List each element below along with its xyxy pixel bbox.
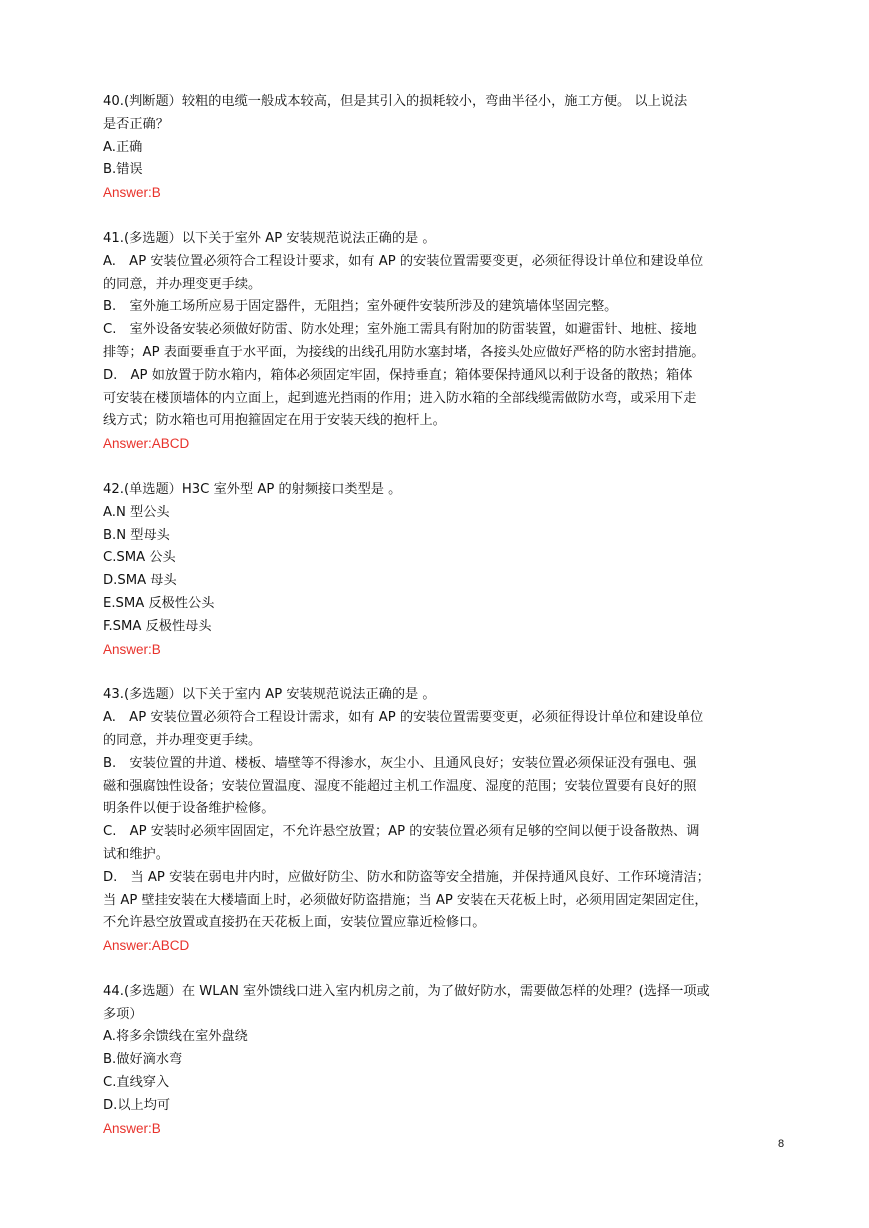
- question-stem-line: 44.(多选题）在 WLAN 室外馈线口进入室内机房之前，为了做好防水，需要做怎样的处理？(选择一项或: [103, 983, 710, 999]
- answer-text: Answer:ABCD: [103, 436, 190, 452]
- option-b-line: B. 安装位置的井道、楼板、墙壁等不得渗水，灰尘小、且通风良好；安装位置必须保证没有强电、强: [103, 755, 697, 771]
- option-a-line: A. AP 安装位置必须符合工程设计需求，如有 AP 的安装位置需要变更，必须征得设计单位和建设单位: [103, 710, 704, 726]
- question-43: [103, 684, 786, 958]
- option-f: F.SMA 反极性母头: [103, 618, 212, 634]
- answer-text: Answer:ABCD: [103, 938, 190, 954]
- question-stem-line: 43.(多选题）以下关于室内 AP 安装规范说法正确的是 。: [103, 687, 436, 703]
- option-a-line: 的同意，并办理变更手续。: [103, 276, 262, 292]
- option-c-line: 试和维护。: [103, 846, 169, 862]
- option-b-line: B. 室外施工场所应易于固定器件，无阻挡；室外硬件安装所涉及的建筑墙体坚固完整。: [103, 299, 618, 315]
- option-d-line: 当 AP 壁挂安装在大楼墙面上时，必须做好防盗措施；当 AP 安装在天花板上时，必须用固定架固定住，: [103, 892, 708, 908]
- option-b-line: 明条件以便于设备维护检修。: [103, 801, 275, 817]
- question-stem-line: 40.(判断题）较粗的电缆一般成本较高，但是其引入的损耗较小，弯曲半径小，施工方便。 以上说法: [103, 94, 688, 109]
- option-e: E.SMA 反极性公头: [103, 595, 215, 611]
- option-b-line: 磁和强腐蚀性设备；安装位置温度、湿度不能超过主机工作温度、湿度的范围；安装位置要有良好的照: [103, 778, 697, 794]
- question-stem-line: 是否正确？: [103, 116, 169, 132]
- option-a: A.将多余馈线在室外盘绕: [103, 1029, 248, 1045]
- question-41: [103, 228, 786, 456]
- option-b: B.错误: [103, 162, 143, 178]
- option-d-line: D. AP 如放置于防水箱内，箱体必须固定牢固，保持垂直；箱体要保持通风以利于设备的散热；箱体: [103, 367, 693, 383]
- option-a-line: 的同意，并办理变更手续。: [103, 732, 262, 748]
- question-stem-line: 42.(单选题）H3C 室外型 AP 的射频接口类型是 。: [103, 481, 402, 497]
- option-c-line: C. 室外设备安装必须做好防雷、防水处理；室外施工需具有附加的防雷装置，如避雷针、地桩、接地: [103, 322, 697, 338]
- option-d-line: 可安装在楼顶墙体的内立面上，起到遮光挡雨的作用；进入防水箱的全部线缆需做防水弯，或采用下走: [103, 390, 697, 406]
- option-d: D.SMA 母头: [103, 573, 177, 589]
- answer-text: Answer:B: [103, 641, 161, 657]
- option-d: D.以上均可: [103, 1097, 171, 1113]
- question-40: [103, 91, 786, 205]
- option-d-line: 不允许悬空放置或直接扔在天花板上面，安装位置应靠近检修口。: [103, 915, 486, 931]
- option-c-line: 排等；AP 表面要垂直于水平面，为接线的出线孔用防水塞封堵，各接头处应做好严格的防水密封措施。: [103, 344, 705, 360]
- option-c: C.直线穿入: [103, 1075, 170, 1091]
- question-stem-line: 41.(多选题）以下关于室外 AP 安装规范说法正确的是 。: [103, 230, 436, 246]
- option-a: A.正确: [103, 139, 143, 155]
- option-b: B.做好滴水弯: [103, 1052, 183, 1068]
- question-stem-line: 多项）: [103, 1006, 143, 1022]
- document-page: [103, 91, 786, 1163]
- answer-text: Answer:B: [103, 185, 161, 201]
- option-d-line: 线方式；防水箱也可用抱箍固定在用于安装天线的抱杆上。: [103, 413, 446, 429]
- page-number: 8: [778, 1138, 785, 1150]
- option-a: A.N 型公头: [103, 504, 170, 520]
- option-a-line: A. AP 安装位置必须符合工程设计要求，如有 AP 的安装位置需要变更，必须征得设计单位和建设单位: [103, 253, 704, 269]
- option-c-line: C. AP 安装时必须牢固固定，不允许悬空放置；AP 的安装位置必须有足够的空间以便于设备散热、调: [103, 824, 700, 840]
- answer-text: Answer:B: [103, 1120, 161, 1136]
- option-d-line: D. 当 AP 安装在弱电井内时，应做好防尘、防水和防盗等安全措施，并保持通风良好、工作环境清洁；: [103, 869, 710, 885]
- question-42: [103, 479, 786, 661]
- question-44: [103, 981, 786, 1141]
- option-c: C.SMA 公头: [103, 550, 176, 566]
- option-b: B.N 型母头: [103, 527, 170, 543]
